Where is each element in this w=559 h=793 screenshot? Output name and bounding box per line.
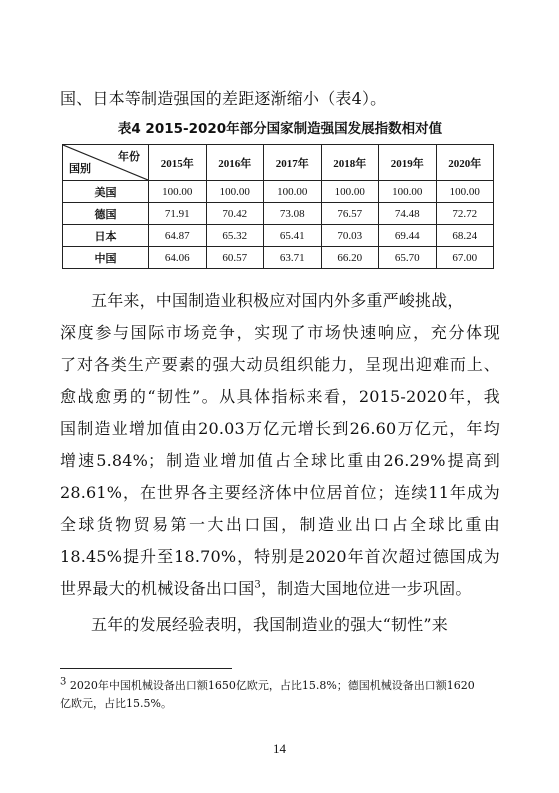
value-cell: 76.57 xyxy=(321,203,379,225)
value-cell: 73.08 xyxy=(264,203,322,225)
value-cell: 100.00 xyxy=(436,181,494,203)
footnote-line: 亿欧元，占比15.5%。 xyxy=(60,697,172,710)
diagonal-header-cell xyxy=(63,145,149,181)
body-text-segment: 世界最大的机械设备出口国 xyxy=(60,579,255,598)
body-line: 五年来，中国制造业积极应对国内外多重严峻挑战， xyxy=(91,291,464,310)
year-header: 2016年 xyxy=(206,145,264,181)
value-cell: 71.91 xyxy=(149,203,207,225)
value-cell: 65.70 xyxy=(379,247,437,269)
body-line: 全球货物贸易第一大出口国，制造业出口占全球比重由 xyxy=(60,515,500,534)
table-caption: 表4 2015-2020年部分国家制造强国发展指数相对值 xyxy=(117,121,443,137)
value-cell: 65.41 xyxy=(264,225,322,247)
year-header-label: 年份 xyxy=(118,151,140,163)
index-table xyxy=(62,144,494,269)
table-row xyxy=(63,247,494,269)
body-text-segment: ，制造大国地位进一步巩固。 xyxy=(260,579,472,598)
body-line: 愈战愈勇的“韧性”。从具体指标来看，2015-2020年，我 xyxy=(60,387,500,406)
body-line: 了对各类生产要素的强大动员组织能力，呈现出迎难而上、 xyxy=(60,355,500,374)
country-cell: 中国 xyxy=(63,247,149,269)
value-cell: 100.00 xyxy=(206,181,264,203)
value-cell: 70.42 xyxy=(206,203,264,225)
value-cell: 68.24 xyxy=(436,225,494,247)
value-cell: 100.00 xyxy=(149,181,207,203)
footnote-line xyxy=(60,677,500,694)
value-cell: 100.00 xyxy=(264,181,322,203)
value-cell: 64.06 xyxy=(149,247,207,269)
value-cell: 100.00 xyxy=(379,181,437,203)
footnote-mark: 3 xyxy=(60,676,67,688)
body-line: 国、日本等制造强国的差距逐渐缩小（表4）。 xyxy=(60,89,387,108)
value-cell: 63.71 xyxy=(264,247,322,269)
value-cell: 72.72 xyxy=(436,203,494,225)
year-header: 2017年 xyxy=(264,145,322,181)
body-line xyxy=(60,578,500,600)
table-row xyxy=(63,225,494,247)
country-cell: 美国 xyxy=(63,181,149,203)
country-cell: 德国 xyxy=(63,203,149,225)
value-cell: 64.87 xyxy=(149,225,207,247)
footnote-reference: 3 xyxy=(254,579,261,591)
body-line: 深度参与国际市场竞争，实现了市场快速响应，充分体现 xyxy=(60,323,500,342)
value-cell: 65.32 xyxy=(206,225,264,247)
year-header: 2018年 xyxy=(321,145,379,181)
value-cell: 74.48 xyxy=(379,203,437,225)
value-cell: 66.20 xyxy=(321,247,379,269)
value-cell: 69.44 xyxy=(379,225,437,247)
year-header: 2015年 xyxy=(149,145,207,181)
body-line: 增速5.84%；制造业增加值占全球比重由26.29%提高到 xyxy=(60,451,500,470)
year-header: 2020年 xyxy=(436,145,494,181)
footnote-text: 2020年中国机械设备出口额1650亿欧元，占比15.8%；德国机械设备出口额1620 xyxy=(69,679,475,692)
table-header-row xyxy=(63,145,494,181)
value-cell: 67.00 xyxy=(436,247,494,269)
body-line: 五年的发展经验表明，我国制造业的强大“韧性”来 xyxy=(91,615,448,634)
footnote-divider xyxy=(60,668,232,669)
country-cell: 日本 xyxy=(63,225,149,247)
value-cell: 70.03 xyxy=(321,225,379,247)
body-line: 18.45%提升至18.70%，特别是2020年首次超过德国成为 xyxy=(60,547,500,566)
value-cell: 60.57 xyxy=(206,247,264,269)
page-number: 14 xyxy=(273,741,286,756)
body-line: 28.61%，在世界各主要经济体中位居首位；连续11年成为 xyxy=(60,483,500,502)
country-header-label: 国别 xyxy=(69,163,91,175)
body-line: 国制造业增加值由20.03万亿元增长到26.60万亿元，年均 xyxy=(60,419,500,438)
table-row xyxy=(63,203,494,225)
value-cell: 100.00 xyxy=(321,181,379,203)
table-row xyxy=(63,181,494,203)
year-header: 2019年 xyxy=(379,145,437,181)
